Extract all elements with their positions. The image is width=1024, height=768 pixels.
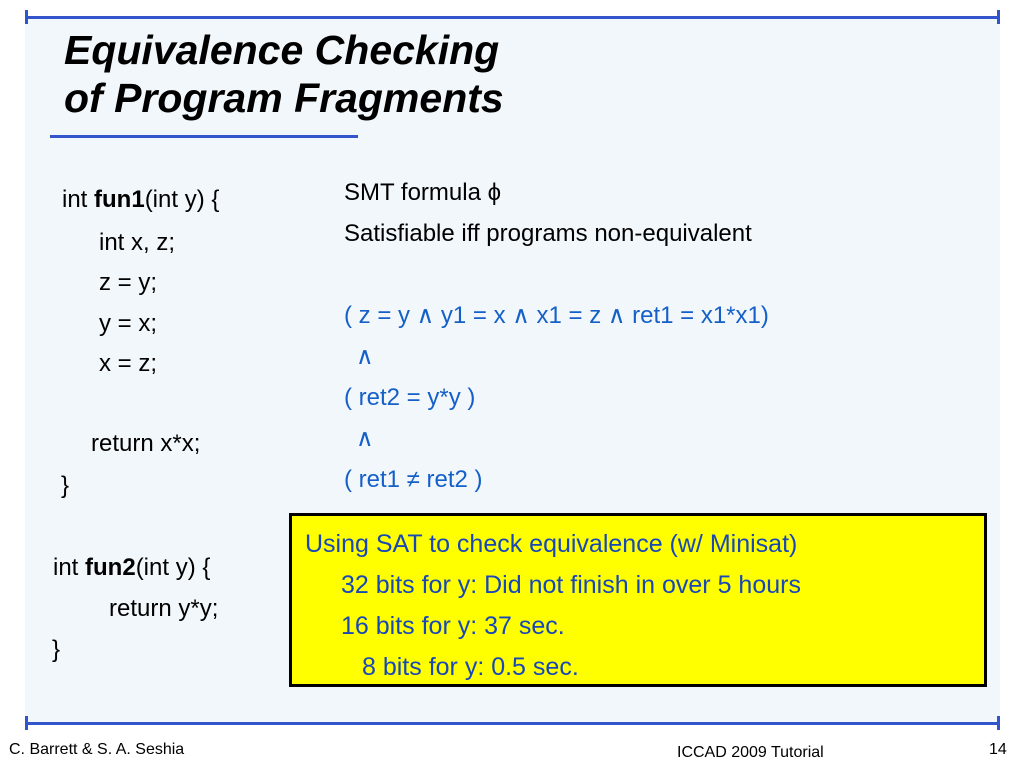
formula-conjunction: ∧	[356, 343, 374, 370]
footer-event: ICCAD 2009 Tutorial	[677, 744, 824, 761]
slide-title	[64, 26, 504, 122]
title-underline	[50, 135, 358, 138]
title-line-1: Equivalence Checking	[64, 27, 500, 73]
title-line-2: of Program Fragments	[64, 75, 504, 121]
top-rule	[25, 16, 1000, 19]
fun1-close-brace: }	[61, 472, 70, 499]
fun2-signature: int fun2(int y) {	[53, 554, 211, 581]
fun1-return: return x*x;	[91, 430, 201, 457]
formula-heading: SMT formula ϕ	[344, 179, 502, 206]
formula-clause-inequality: ( ret1 ≠ ret2 )	[344, 466, 483, 493]
bottom-left-tick	[25, 716, 28, 730]
top-left-tick	[25, 10, 28, 24]
results-row: 8 bits for y: 0.5 sec.	[362, 653, 579, 681]
footer-page-number: 14	[989, 741, 1007, 758]
top-right-tick	[997, 10, 1000, 24]
fun2-name: fun2	[85, 554, 136, 581]
results-row: 16 bits for y: 37 sec.	[341, 612, 565, 640]
bottom-right-tick	[997, 716, 1000, 730]
fun1-name: fun1	[94, 186, 145, 213]
fun2-return: return y*y;	[109, 595, 219, 622]
fun1-body-line: y = x;	[99, 310, 158, 337]
fun1-body-line: z = y;	[99, 269, 158, 296]
sat-results-box	[289, 513, 987, 687]
results-row: 32 bits for y: Did not finish in over 5 hours	[341, 571, 801, 599]
fun1-signature: int fun1(int y) {	[62, 186, 220, 213]
bottom-rule	[25, 722, 1000, 725]
fun1-body-line: int x, z;	[99, 229, 176, 256]
formula-conjunction: ∧	[356, 425, 374, 452]
fun2-close-brace: }	[52, 636, 61, 663]
fun1-body-line: x = z;	[99, 350, 158, 377]
formula-description: Satisfiable iff programs non-equivalent	[344, 220, 752, 247]
footer-authors: C. Barrett & S. A. Seshia	[9, 741, 185, 758]
formula-clause-fun1: ( z = y ∧ y1 = x ∧ x1 = z ∧ ret1 = x1*x1)	[344, 302, 769, 329]
formula-clause-fun2: ( ret2 = y*y )	[344, 384, 476, 411]
formula-spacer	[344, 254, 769, 295]
results-heading: Using SAT to check equivalence (w/ Minisat)	[305, 530, 798, 558]
smt-formula-block	[344, 172, 769, 500]
